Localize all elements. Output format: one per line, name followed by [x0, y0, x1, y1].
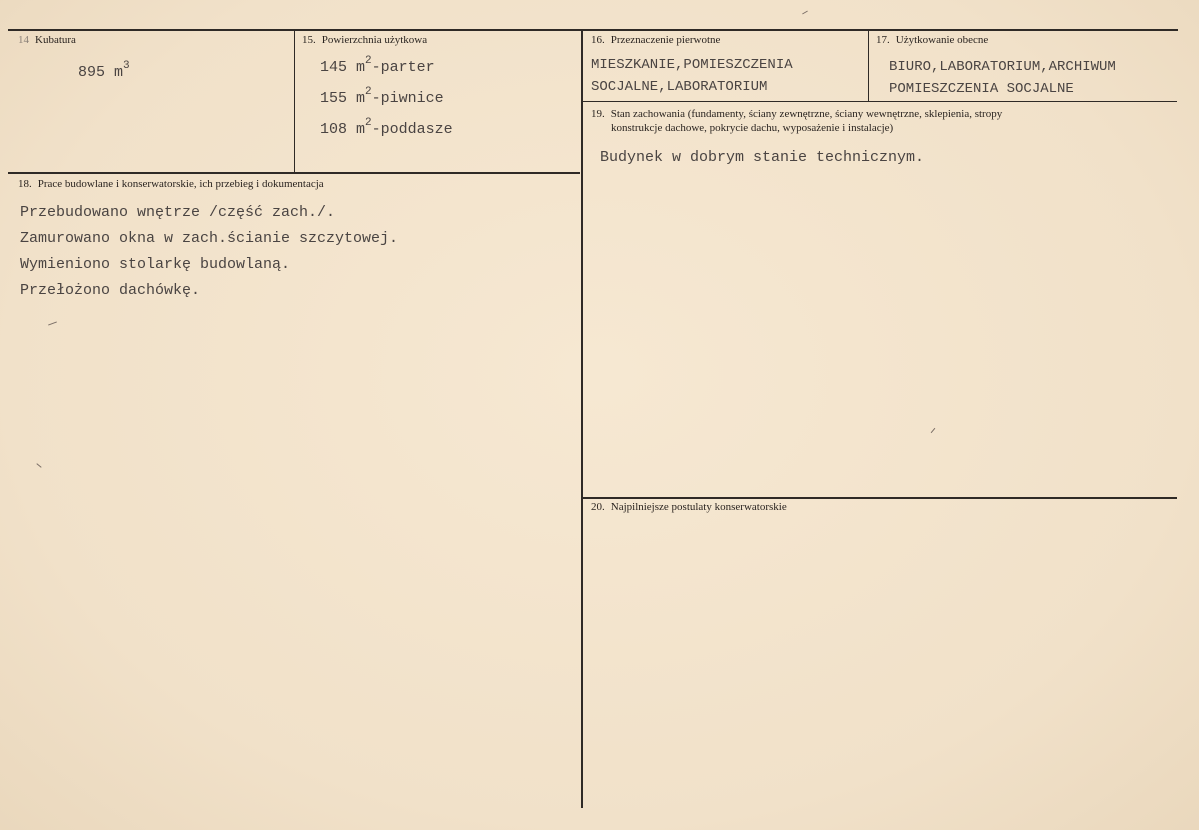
- rule-left-section: [8, 172, 580, 174]
- field-20-label: 20. Najpilniejsze postulaty konserwatorskie: [591, 501, 787, 513]
- paper-speck: [36, 463, 41, 468]
- field-19-value: Budynek w dobrym stanie technicznym.: [600, 149, 925, 166]
- paper-speck: [802, 11, 808, 15]
- paper-speck: [48, 321, 57, 325]
- field-17-value: BIURO,LABORATORIUM,ARCHIWUM POMIESZCZENIA SOCJALNE: [889, 59, 1116, 97]
- field-18-label: 18. Prace budowlane i konserwatorskie, ich przebieg i dokumentacja: [18, 178, 324, 190]
- field-15-label: 15. Powierzchnia użytkowa: [302, 34, 428, 46]
- area-row-piwnice: 155 $m^2$-piwnice: [320, 86, 444, 107]
- field-18-value: Przebudowano wnętrze /część zach./. Zamurowano okna w zach.ścianie szczytowej. Wymieniono stolarkę budowlaną. Przełożono dachówkę.: [20, 204, 399, 299]
- field-14-label: 14 Kubatura: [18, 34, 76, 46]
- divider-main: [581, 30, 583, 808]
- rule-field-19: [583, 101, 1177, 102]
- field-16-value: MIESZKANIE,POMIESZCZENIA SOCJALNE,LABORATORIUM: [591, 57, 793, 95]
- area-row-poddasze: 108 $m^2$-poddasze: [320, 117, 453, 138]
- area-row-parter: 145 $m^2$-parter: [320, 55, 435, 76]
- rule-field-20: [583, 497, 1177, 499]
- field-14-value: 895 $m^3$: [78, 60, 130, 81]
- field-19-label: 19. Stan zachowania (fundamenty, ściany zewnętrzne, ściany wewnętrzne, sklepienia, stropy: [591, 108, 1003, 120]
- top-rule: [8, 29, 1178, 31]
- paper-speck: [931, 428, 936, 433]
- field-17-label: 17. Użytkowanie obecne: [876, 34, 989, 46]
- field-14-number: 14: [18, 34, 29, 46]
- field-19-label-cont: konstrukcje dachowe, pokrycie dachu, wyposażenie i instalacje): [611, 122, 894, 134]
- divider-16-17: [868, 30, 869, 101]
- field-16-label: 16. Przeznaczenie pierwotne: [591, 34, 721, 46]
- field-15-value: [320, 50, 453, 143]
- divider-14-15: [294, 30, 295, 172]
